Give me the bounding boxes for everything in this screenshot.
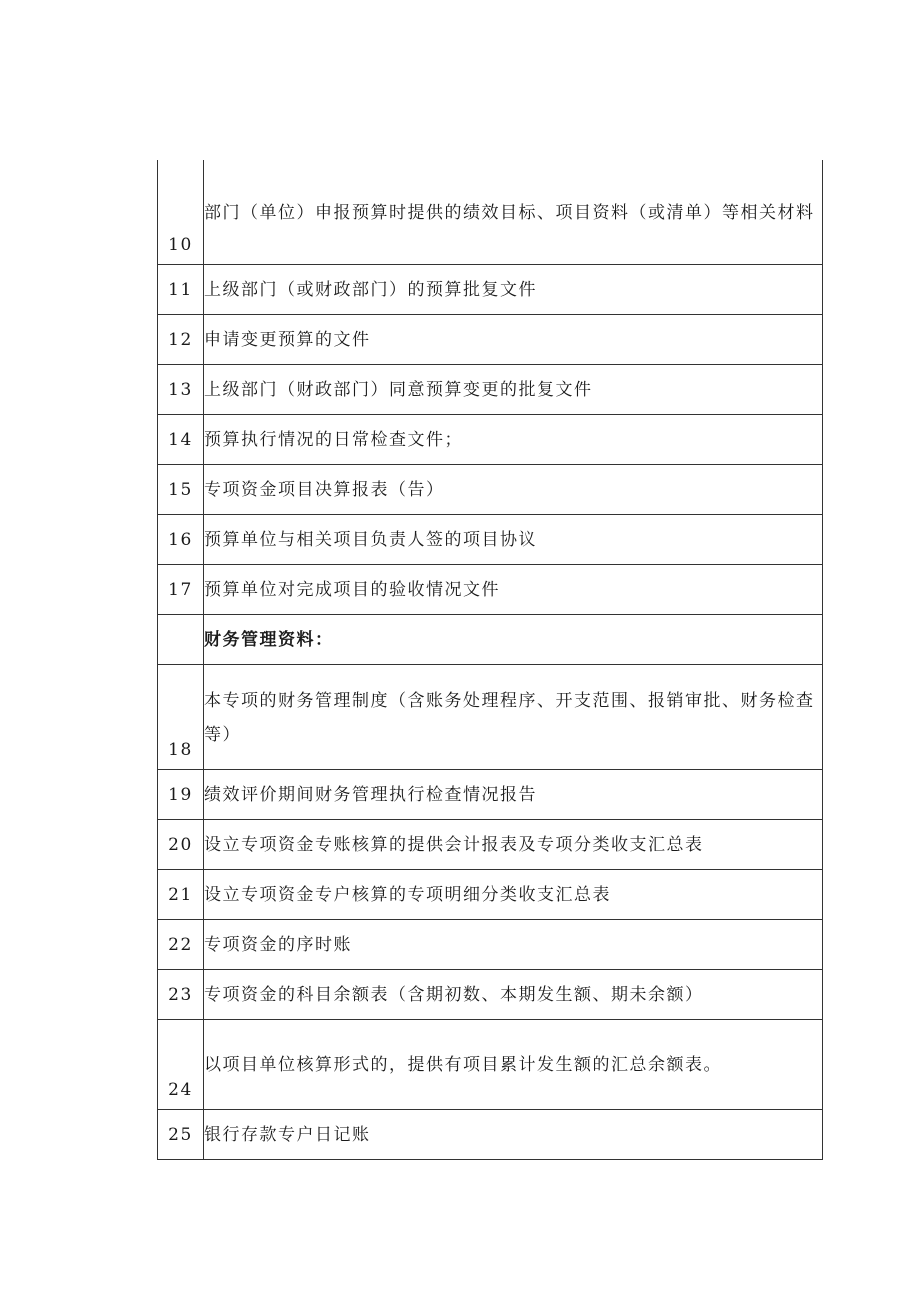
row-text: 设立专项资金专户核算的专项明细分类收支汇总表 (204, 870, 823, 920)
row-number: 13 (158, 365, 204, 415)
row-number: 17 (158, 565, 204, 615)
table-row (158, 870, 823, 920)
row-number: 18 (158, 665, 204, 770)
row-text: 本专项的财务管理制度（含账务处理程序、开支范围、报销审批、财务检查等） (204, 665, 823, 770)
row-text: 部门（单位）申报预算时提供的绩效目标、项目资料（或清单）等相关材料 (204, 160, 823, 265)
row-number: 10 (158, 160, 204, 265)
table-row (158, 465, 823, 515)
row-number: 23 (158, 970, 204, 1020)
row-text: 银行存款专户日记账 (204, 1110, 823, 1160)
row-number: 20 (158, 820, 204, 870)
row-text: 设立专项资金专账核算的提供会计报表及专项分类收支汇总表 (204, 820, 823, 870)
row-text: 上级部门（财政部门）同意预算变更的批复文件 (204, 365, 823, 415)
table-row (158, 920, 823, 970)
row-number: 16 (158, 515, 204, 565)
table-row (158, 770, 823, 820)
table-row (158, 160, 823, 265)
row-number: 22 (158, 920, 204, 970)
row-number: 11 (158, 265, 204, 315)
table-row (158, 1110, 823, 1160)
row-text: 预算单位与相关项目负责人签的项目协议 (204, 515, 823, 565)
table-row (158, 415, 823, 465)
row-number (158, 615, 204, 665)
materials-table (157, 160, 823, 1160)
row-number: 24 (158, 1020, 204, 1110)
row-number: 15 (158, 465, 204, 515)
row-text: 绩效评价期间财务管理执行检查情况报告 (204, 770, 823, 820)
row-text: 以项目单位核算形式的，提供有项目累计发生额的汇总余额表。 (204, 1020, 823, 1110)
row-text: 专项资金项目决算报表（告） (204, 465, 823, 515)
table-row (158, 665, 823, 770)
row-text: 专项资金的科目余额表（含期初数、本期发生额、期未余额） (204, 970, 823, 1020)
row-number: 14 (158, 415, 204, 465)
table-row (158, 315, 823, 365)
row-number: 21 (158, 870, 204, 920)
table-row (158, 565, 823, 615)
section-header-row (158, 615, 823, 665)
row-text: 预算单位对完成项目的验收情况文件 (204, 565, 823, 615)
table-row (158, 515, 823, 565)
row-text: 申请变更预算的文件 (204, 315, 823, 365)
row-number: 19 (158, 770, 204, 820)
row-number: 25 (158, 1110, 204, 1160)
row-text: 上级部门（或财政部门）的预算批复文件 (204, 265, 823, 315)
section-heading: 财务管理资料： (204, 615, 823, 665)
row-number: 12 (158, 315, 204, 365)
table-row (158, 365, 823, 415)
table-row (158, 1020, 823, 1110)
table-row (158, 970, 823, 1020)
table-row (158, 820, 823, 870)
row-text: 专项资金的序时账 (204, 920, 823, 970)
row-text: 预算执行情况的日常检查文件； (204, 415, 823, 465)
table-row (158, 265, 823, 315)
